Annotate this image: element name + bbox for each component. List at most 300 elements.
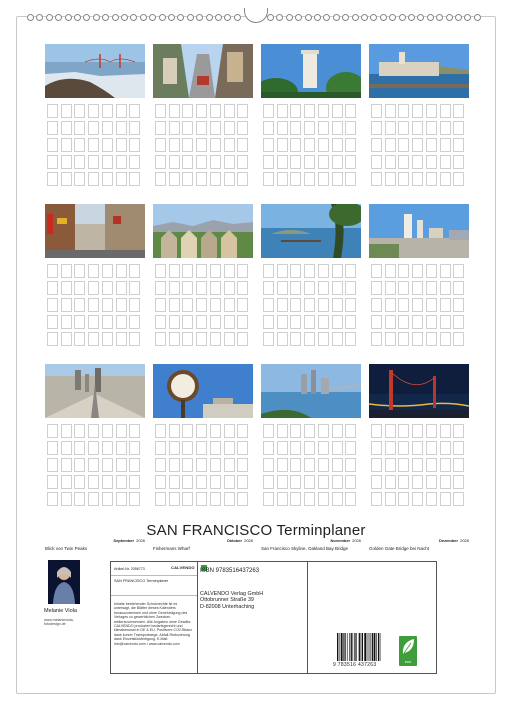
date-cell: [426, 298, 437, 312]
date-cell: [196, 172, 207, 186]
date-cell: [88, 315, 99, 329]
date-cell: [155, 121, 166, 135]
date-cell: [263, 458, 274, 472]
date-cell: [61, 281, 72, 295]
date-cell: [277, 281, 288, 295]
date-cell: [277, 475, 288, 489]
date-cell: [304, 332, 315, 346]
date-cell: [371, 332, 382, 346]
date-cell: [237, 492, 248, 506]
date-cell: [129, 458, 140, 472]
date-cell: [290, 424, 301, 438]
date-cell: [224, 298, 235, 312]
binding-ring: [276, 14, 283, 21]
date-cell: [453, 172, 464, 186]
binding-ring: [361, 14, 368, 21]
date-cell: [88, 138, 99, 152]
date-cell: [102, 104, 113, 118]
date-cell: [74, 281, 85, 295]
date-cell: [224, 172, 235, 186]
date-cell: [332, 172, 343, 186]
date-cell: [129, 492, 140, 506]
date-cell: [345, 441, 356, 455]
date-cell: [453, 332, 464, 346]
date-cell: [345, 424, 356, 438]
date-cell: [155, 281, 166, 295]
date-cell: [182, 315, 193, 329]
barcode-number: 9 783516 437263: [333, 662, 377, 668]
date-cell: [47, 264, 58, 278]
date-cell: [182, 458, 193, 472]
date-cell: [196, 492, 207, 506]
date-cell: [398, 264, 409, 278]
date-cell: [304, 492, 315, 506]
date-cell: [237, 441, 248, 455]
date-cell: [169, 475, 180, 489]
date-cell: [116, 104, 127, 118]
date-cell: [169, 264, 180, 278]
date-cell: [169, 315, 180, 329]
date-cell: [277, 492, 288, 506]
date-cell: [169, 492, 180, 506]
binding-ring: [130, 14, 137, 21]
date-cell: [61, 332, 72, 346]
date-grid: [155, 264, 251, 376]
date-cell: [290, 121, 301, 135]
date-cell: [224, 264, 235, 278]
date-cell: [277, 424, 288, 438]
date-cell: [385, 298, 396, 312]
date-cell: [304, 264, 315, 278]
date-cell: [453, 441, 464, 455]
date-cell: [345, 264, 356, 278]
date-cell: [263, 138, 274, 152]
date-cell: [385, 121, 396, 135]
date-cell: [385, 104, 396, 118]
date-cell: [237, 332, 248, 346]
date-cell: [440, 281, 451, 295]
month-photo: [153, 204, 253, 258]
date-cell: [277, 298, 288, 312]
binding-ring: [234, 14, 241, 21]
date-cell: [224, 492, 235, 506]
date-cell: [237, 458, 248, 472]
date-cell: [169, 424, 180, 438]
date-cell: [74, 315, 85, 329]
date-cell: [129, 155, 140, 169]
date-cell: [74, 155, 85, 169]
month-photo: [45, 44, 145, 98]
date-cell: [224, 121, 235, 135]
date-cell: [385, 492, 396, 506]
publisher-line: D-82008 Unterhaching: [200, 603, 255, 610]
date-cell: [426, 332, 437, 346]
date-cell: [224, 104, 235, 118]
date-cell: [116, 298, 127, 312]
date-cell: [398, 424, 409, 438]
date-cell: [290, 281, 301, 295]
date-cell: [412, 298, 423, 312]
date-cell: [47, 121, 58, 135]
date-cell: [210, 315, 221, 329]
date-cell: [116, 155, 127, 169]
date-cell: [102, 138, 113, 152]
date-cell: [210, 138, 221, 152]
date-cell: [47, 138, 58, 152]
date-cell: [182, 332, 193, 346]
date-cell: [237, 155, 248, 169]
calendar-title: SAN FRANCISCO Terminplaner: [146, 522, 366, 539]
month-photo: [153, 44, 253, 98]
date-cell: [440, 315, 451, 329]
date-grid: [371, 264, 467, 376]
date-cell: [237, 121, 248, 135]
date-cell: [61, 264, 72, 278]
binding-ring: [333, 14, 340, 21]
date-cell: [385, 332, 396, 346]
leaf-icon: [399, 636, 417, 658]
date-grid: [263, 424, 359, 536]
binding-ring: [102, 14, 109, 21]
date-cell: [182, 492, 193, 506]
date-grid: [371, 424, 467, 536]
date-cell: [224, 441, 235, 455]
date-cell: [61, 104, 72, 118]
date-cell: [88, 475, 99, 489]
date-grid: [47, 104, 143, 216]
date-cell: [182, 281, 193, 295]
date-cell: [290, 298, 301, 312]
date-cell: [385, 475, 396, 489]
date-cell: [440, 492, 451, 506]
date-cell: [290, 315, 301, 329]
date-cell: [332, 332, 343, 346]
date-cell: [88, 121, 99, 135]
date-cell: [88, 332, 99, 346]
date-cell: [277, 332, 288, 346]
binding-ring: [295, 14, 302, 21]
photo-caption: Golden Gate Bridge bei Nacht: [369, 546, 430, 551]
binding-ring: [215, 14, 222, 21]
date-cell: [182, 424, 193, 438]
binding-ring: [168, 14, 175, 21]
date-cell: [155, 172, 166, 186]
date-cell: [304, 155, 315, 169]
date-cell: [385, 138, 396, 152]
date-cell: [453, 458, 464, 472]
date-cell: [290, 138, 301, 152]
binding-ring: [93, 14, 100, 21]
date-cell: [182, 104, 193, 118]
date-cell: [224, 424, 235, 438]
date-cell: [440, 441, 451, 455]
month-photo: [369, 364, 469, 418]
date-cell: [210, 332, 221, 346]
date-cell: [371, 138, 382, 152]
date-cell: [426, 155, 437, 169]
date-cell: [398, 315, 409, 329]
date-cell: [277, 121, 288, 135]
date-cell: [440, 155, 451, 169]
date-cell: [385, 315, 396, 329]
month-photo: [153, 364, 253, 418]
date-cell: [88, 281, 99, 295]
date-cell: [440, 121, 451, 135]
date-cell: [116, 121, 127, 135]
date-cell: [116, 492, 127, 506]
binding-ring: [464, 14, 471, 21]
date-cell: [332, 298, 343, 312]
date-cell: [88, 441, 99, 455]
date-grid: [371, 104, 467, 216]
date-cell: [385, 281, 396, 295]
date-cell: [47, 441, 58, 455]
date-cell: [74, 298, 85, 312]
date-cell: [129, 172, 140, 186]
date-cell: [74, 458, 85, 472]
date-cell: [210, 264, 221, 278]
imprint-book-title: SAN FRANCISCO Terminplaner: [114, 579, 169, 583]
date-cell: [210, 155, 221, 169]
date-cell: [277, 138, 288, 152]
date-cell: [155, 264, 166, 278]
date-cell: [169, 155, 180, 169]
date-cell: [318, 138, 329, 152]
binding-ring: [224, 14, 231, 21]
binding-ring: [389, 14, 396, 21]
date-grid: [263, 104, 359, 216]
month-photo: [45, 204, 145, 258]
date-cell: [102, 424, 113, 438]
binding-ring: [196, 14, 203, 21]
date-cell: [398, 155, 409, 169]
date-cell: [385, 155, 396, 169]
date-cell: [74, 264, 85, 278]
date-cell: [318, 424, 329, 438]
date-cell: [332, 104, 343, 118]
binding-ring: [417, 14, 424, 21]
date-cell: [210, 121, 221, 135]
date-cell: [224, 332, 235, 346]
date-cell: [412, 281, 423, 295]
date-cell: [263, 121, 274, 135]
date-cell: [453, 315, 464, 329]
date-cell: [453, 155, 464, 169]
date-cell: [304, 424, 315, 438]
date-cell: [371, 104, 382, 118]
date-cell: [371, 492, 382, 506]
binding-ring: [305, 14, 312, 21]
date-cell: [263, 424, 274, 438]
date-cell: [385, 172, 396, 186]
month-year: 2026: [136, 538, 145, 543]
date-cell: [371, 281, 382, 295]
date-cell: [453, 138, 464, 152]
date-cell: [371, 121, 382, 135]
date-cell: [426, 264, 437, 278]
date-cell: [61, 458, 72, 472]
date-cell: [210, 441, 221, 455]
month-year: 2026: [460, 538, 469, 543]
date-cell: [332, 492, 343, 506]
date-cell: [277, 155, 288, 169]
binding-ring: [408, 14, 415, 21]
date-cell: [182, 475, 193, 489]
date-cell: [412, 315, 423, 329]
date-cell: [398, 458, 409, 472]
date-cell: [47, 298, 58, 312]
date-cell: [440, 298, 451, 312]
date-cell: [47, 104, 58, 118]
month-year: 2026: [244, 538, 253, 543]
date-cell: [129, 264, 140, 278]
date-cell: [345, 155, 356, 169]
date-cell: [304, 315, 315, 329]
date-cell: [196, 104, 207, 118]
barcode: [337, 633, 393, 661]
date-cell: [318, 315, 329, 329]
date-cell: [263, 332, 274, 346]
date-cell: [440, 475, 451, 489]
date-cell: [116, 458, 127, 472]
date-cell: [345, 172, 356, 186]
binding-ring: [267, 14, 274, 21]
date-cell: [385, 458, 396, 472]
month-name: November: [330, 538, 351, 543]
date-cell: [277, 458, 288, 472]
date-cell: [371, 315, 382, 329]
date-cell: [412, 104, 423, 118]
date-cell: [102, 315, 113, 329]
date-cell: [224, 281, 235, 295]
eco-label: eco: [404, 659, 412, 664]
binding-ring: [177, 14, 184, 21]
binding-ring: [83, 14, 90, 21]
date-cell: [426, 121, 437, 135]
date-cell: [47, 492, 58, 506]
date-cell: [371, 475, 382, 489]
isbn-publisher: [197, 562, 308, 673]
date-cell: [61, 424, 72, 438]
date-cell: [398, 441, 409, 455]
date-cell: [169, 172, 180, 186]
date-cell: [263, 492, 274, 506]
date-cell: [196, 315, 207, 329]
date-cell: [263, 475, 274, 489]
date-cell: [304, 475, 315, 489]
date-cell: [210, 424, 221, 438]
date-cell: [129, 138, 140, 152]
date-cell: [263, 172, 274, 186]
date-cell: [453, 298, 464, 312]
date-cell: [440, 104, 451, 118]
date-cell: [196, 298, 207, 312]
date-cell: [102, 281, 113, 295]
binding-ring: [187, 14, 194, 21]
date-cell: [440, 172, 451, 186]
binding-ring: [455, 14, 462, 21]
date-cell: [196, 475, 207, 489]
calvendo-logo: CALVENDO: [171, 565, 195, 570]
date-grid: [47, 424, 143, 536]
date-cell: [332, 264, 343, 278]
date-cell: [345, 475, 356, 489]
date-cell: [210, 104, 221, 118]
date-cell: [290, 104, 301, 118]
date-cell: [129, 441, 140, 455]
date-cell: [290, 441, 301, 455]
date-cell: [47, 424, 58, 438]
date-cell: [277, 172, 288, 186]
month-year: 2026: [352, 538, 361, 543]
month-photo: [369, 44, 469, 98]
date-cell: [155, 104, 166, 118]
date-cell: [47, 458, 58, 472]
date-cell: [237, 475, 248, 489]
binding-ring: [474, 14, 481, 21]
date-cell: [412, 121, 423, 135]
date-cell: [129, 104, 140, 118]
date-cell: [440, 424, 451, 438]
month-photo: [261, 44, 361, 98]
date-cell: [47, 315, 58, 329]
date-cell: [237, 298, 248, 312]
date-cell: [61, 441, 72, 455]
date-cell: [129, 281, 140, 295]
date-cell: [398, 475, 409, 489]
date-cell: [332, 315, 343, 329]
date-cell: [345, 138, 356, 152]
binding-ring: [342, 14, 349, 21]
date-cell: [155, 424, 166, 438]
date-cell: [277, 264, 288, 278]
date-cell: [263, 298, 274, 312]
month-name: Oktober: [226, 538, 243, 543]
date-cell: [237, 264, 248, 278]
date-cell: [155, 475, 166, 489]
date-cell: [182, 441, 193, 455]
binding-ring: [121, 14, 128, 21]
date-cell: [88, 458, 99, 472]
binding-ring: [65, 14, 72, 21]
date-cell: [116, 138, 127, 152]
date-cell: [88, 492, 99, 506]
binding-ring: [149, 14, 156, 21]
date-cell: [210, 298, 221, 312]
date-cell: [318, 264, 329, 278]
date-cell: [412, 332, 423, 346]
date-cell: [74, 121, 85, 135]
date-cell: [169, 458, 180, 472]
date-cell: [412, 172, 423, 186]
month-name: Dezember: [438, 538, 459, 543]
date-cell: [155, 298, 166, 312]
date-cell: [102, 155, 113, 169]
date-cell: [412, 441, 423, 455]
date-cell: [318, 298, 329, 312]
date-cell: [129, 332, 140, 346]
date-cell: [210, 281, 221, 295]
date-cell: [102, 458, 113, 472]
date-cell: [412, 475, 423, 489]
date-cell: [440, 264, 451, 278]
divider: [111, 595, 197, 596]
date-cell: [224, 458, 235, 472]
date-cell: [426, 424, 437, 438]
date-cell: [332, 458, 343, 472]
date-cell: [155, 155, 166, 169]
date-cell: [426, 475, 437, 489]
